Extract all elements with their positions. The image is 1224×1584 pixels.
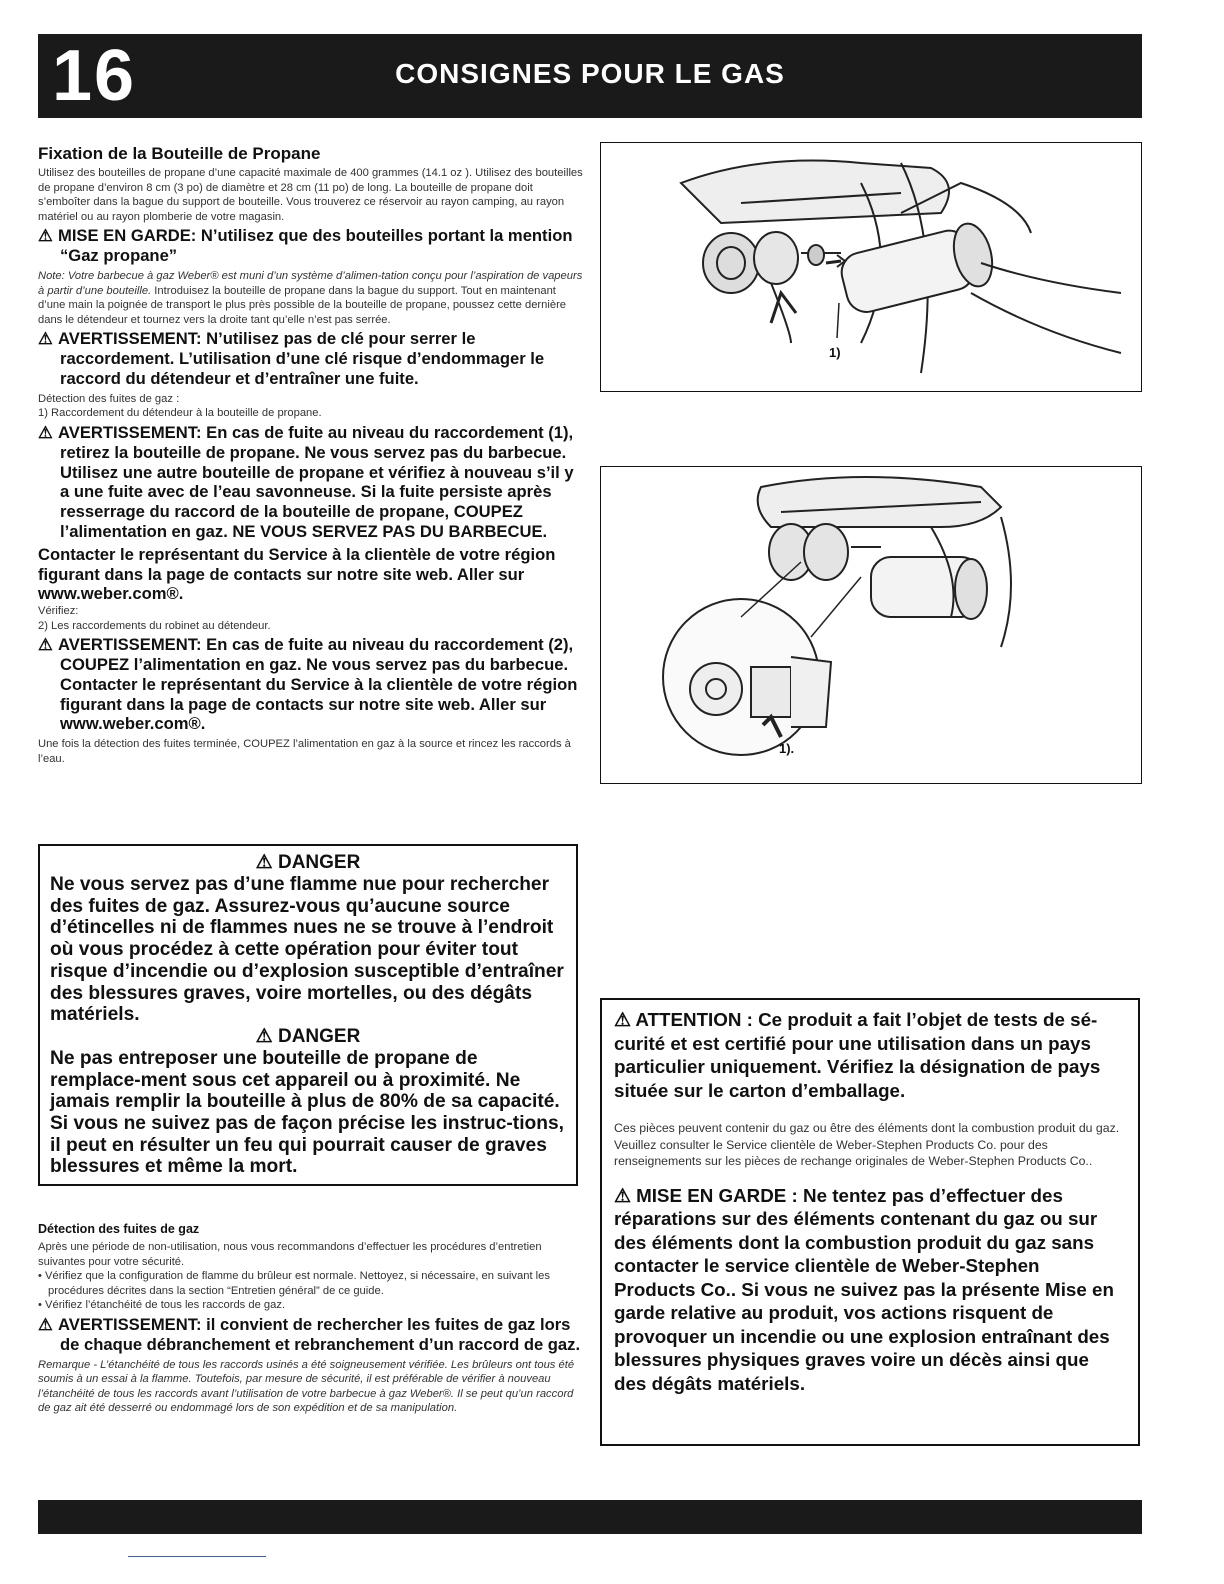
page-number: 16 <box>52 36 137 116</box>
remark-text: Remarque - L’étanchéité de tous les raccords usinés a été soigneusement vérifiée. Les brûleurs ont tous été soumis à un essai à la flamme. Toutefois, par mesure de sécurité, il est préférable de vérifier à nouveau l’étanchéité de tous les raccords avant l’utilisation de votre barbecue à gaz Weber®. Il se peut qu’un raccord de gaz ait été desserré ou endommagé lors de son expédition et de sa manipulation. <box>38 1358 575 1415</box>
verify-label: Vérifiez: <box>38 605 79 618</box>
leak-detection-section <box>38 1222 583 1416</box>
detect-item-1: 1) Raccordement du détendeur à la bouteille de propane. <box>38 407 322 420</box>
verify-item-2: 2) Les raccordements du robinet au détendeur. <box>38 619 271 632</box>
section-title-leak: Détection des fuites de gaz <box>38 1222 200 1236</box>
bullet-item: • Vérifiez l’étanchéité de tous les raccords de gaz. <box>38 1299 286 1312</box>
warning-triangle-icon: ⚠ <box>614 1184 637 1206</box>
figure-cylinder-install <box>600 142 1142 392</box>
attention-text <box>614 1008 1126 1102</box>
propane-intro: Utilisez des bouteilles de propane d’une capacité maximale de 400 grammes (14.1 oz ). Utilisez des bouteilles de propane d’environ 8 cm (3 po) de diamètre et 28 cm (11 po) de long. La bouteille de propane doit s’emboîter dans la bague du support de bouteille. Vous trouverez ce réservoir au rayon camping, au rayon matériel ou au rayon plomberie de votre magasin. <box>38 167 583 223</box>
warning-triangle-icon: ⚠ <box>38 1314 53 1334</box>
warning-text: AVERTISSEMENT: En cas de fuite au niveau du raccordement (2), COUPEZ l’alimentation en gaz. Ne vous servez pas du barbecue. Contacter le représentant du Service à la clientèle de votre région figurant dans la page de contacts sur notre site web. Aller sur www.weber.com®. <box>58 635 578 734</box>
danger-label: DANGER <box>277 852 361 873</box>
warning-triangle-icon: ⚠ <box>255 1025 278 1047</box>
leak-check-illustration <box>601 467 1141 783</box>
figure-label: 1). <box>779 741 795 756</box>
warning-triangle-icon: ⚠ <box>38 635 53 655</box>
bullet-item: • Vérifiez que la configuration de flamme du brûleur est normale. Nettoyez, si nécessaire, en suivant les procédures décrites dans la section “Entretien général” de ce guide. <box>38 1270 550 1297</box>
warning-text: AVERTISSEMENT: En cas de fuite au niveau du raccordement (1), retirez la bouteille de propane. Ne vous servez pas du barbecue. Utilisez une autre bouteille de propane et vérifiez à nouveau s’il y a une fuite avec de l’eau savonneuse. Si la fuite persiste après resserrage du raccord de la bouteille de propane, COUPEZ l’alimentation en gaz. NE VOUS SERVEZ PAS DU BARBECUE. <box>58 422 574 541</box>
contact-text: Contacter le représentant du Service à la clientèle de votre région figurant dans la page de contacts sur notre site web. Aller sur www.weber.com®. <box>38 544 556 604</box>
grill-cylinder-illustration <box>601 143 1141 391</box>
note-paragraph <box>38 269 583 327</box>
figure-leak-check <box>600 466 1142 784</box>
note-italic: Note: Votre barbecue à gaz Weber® est muni d’un système d’alimen-tation conçu pour l’aspiration de vapeurs à partir d’une bouteille. <box>38 269 583 297</box>
danger-box <box>38 844 578 1186</box>
warning-text: AVERTISSEMENT: N’utilisez pas de clé pour serrer le raccordement. L’utilisation d’une clé risque d’endommager le raccord du détendeur et d’entraîner une fuite. <box>58 329 545 388</box>
page-title: CONSIGNES POUR LE GAS <box>395 58 785 89</box>
left-column <box>38 144 583 766</box>
warning-triangle-icon: ⚠ <box>255 852 278 873</box>
danger-text-2: Ne pas entreposer une bouteille de propane de remplace-ment sous cet appareil ou à proximité. Ne jamais remplir la bouteille à plus de 80% de sa capacité. Si vous ne suivez pas de façon précise les instruc-tions, il peut en résulter un feu qui pourrait causer de graves blessures et même la mort. <box>50 1047 564 1178</box>
page-header <box>38 34 1142 118</box>
leak-intro: Après une période de non-utilisation, nous vous recommandons d’effectuer les procédures d’entretien suivantes pour votre sécurité. <box>38 1241 542 1268</box>
danger-label: DANGER <box>277 1025 361 1047</box>
attention-label: ATTENTION : Ce produit a fait l’objet de tests de sé-curité et est certifié pour une utilisation dans un pays particulier uniquement. Vérifiez la désignation de pays située sur le carton d’emballage. <box>614 1009 1101 1101</box>
warning-leak-1 <box>38 423 583 542</box>
warning-text: MISE EN GARDE: N’utilisez que des bouteilles portant la mention “Gaz propane” <box>58 226 573 266</box>
danger-text-1: Ne vous servez pas d’une flamme nue pour rechercher des fuites de gaz. Assurez-vous qu’aucune source d’étincelles ni de flammes nues ne se trouve à l’endroit où vous procédez à cette opération pour éviter tout risque d’incendie ou d’explosion susceptible d’entraîner des blessures graves, voire mortelles, ou des dégâts matériels. <box>50 874 564 1026</box>
mise-en-garde-label: MISE EN GARDE : Ne tentez pas d’effectuer des réparations sur des éléments contenant du gaz ou sur des éléments dont la combustion produit du gaz sans contacter le service clientèle de Weber-Stephen Products Co.. Si vous ne suivez pas la présente Mise en garde relative au produit, vos actions risquent de provoquer un incendie ou une explosion entraînant des blessures physiques graves voire un décès ainsi que des dégâts matériels. <box>614 1184 1114 1394</box>
section-title-propane: Fixation de la Bouteille de Propane <box>38 144 321 163</box>
after-detect: Une fois la détection des fuites terminée, COUPEZ l’alimentation en gaz à la source et rincez les raccords à l’eau. <box>38 738 571 765</box>
page-footer-bar <box>38 1500 1142 1534</box>
warning-reconnect <box>38 1315 583 1355</box>
warning-triangle-icon: ⚠ <box>38 226 53 246</box>
parts-notice: Ces pièces peuvent contenir du gaz ou être des éléments dont la combustion produit du gaz. Veuillez consulter le Service clientèle de Weber-Stephen Products Co. pour des renseignements sur les pièces de rechange originales de Weber-Stephen Products Co.. <box>614 1121 1120 1168</box>
danger-title-2 <box>50 1026 566 1048</box>
warning-leak-2 <box>38 635 583 734</box>
note-rest: Introduisez la bouteille de propane dans la bague du support. Tout en maintenant d’une main la poignée de transport le plus près possible de la bouteille de propane, poussez cette dernière dans le détendeur et tournez vers la droite tant qu’elle n’est pas serrée. <box>38 284 567 326</box>
danger-title-1 <box>50 852 566 874</box>
warning-gaz-propane <box>38 226 583 266</box>
warning-text: AVERTISSEMENT: il convient de rechercher les fuites de gaz lors de chaque débranchement et rebranchement d’un raccord de gaz. <box>58 1314 581 1354</box>
warning-triangle-icon: ⚠ <box>38 329 53 349</box>
warning-triangle-icon: ⚠ <box>614 1009 636 1030</box>
warning-no-wrench <box>38 329 583 388</box>
warning-triangle-icon: ⚠ <box>38 422 53 442</box>
attention-box <box>600 998 1140 1446</box>
footer-line <box>128 1556 266 1557</box>
detect-label: Détection des fuites de gaz : <box>38 392 180 405</box>
mise-en-garde-text <box>614 1184 1126 1396</box>
figure-label: 1) <box>829 345 841 360</box>
